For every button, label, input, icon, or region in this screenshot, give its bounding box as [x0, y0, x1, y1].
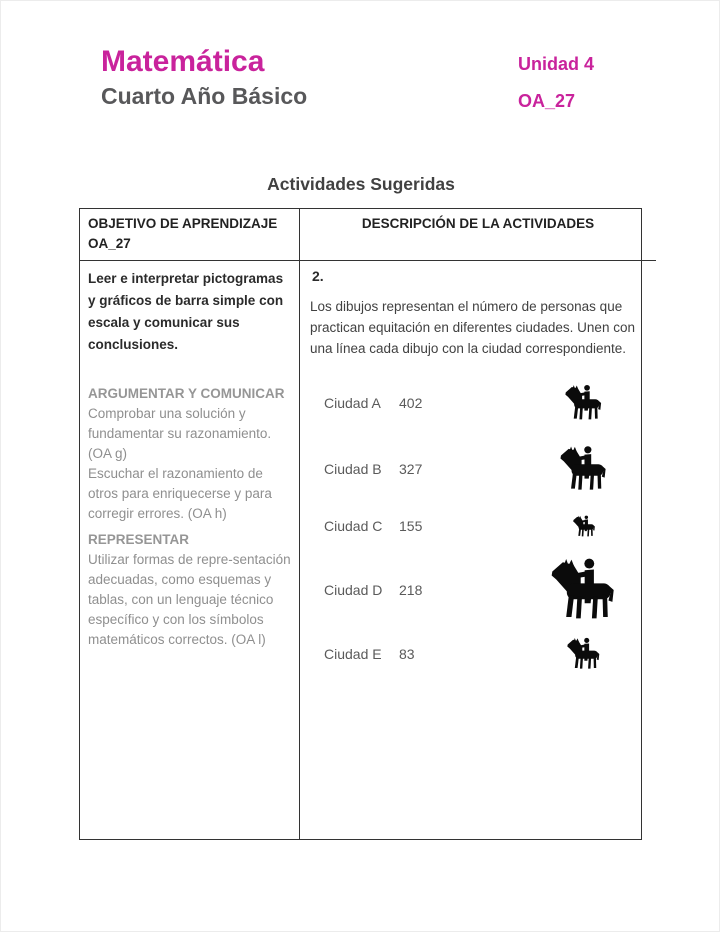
- horse-rider-icon: [536, 557, 632, 623]
- horse-rider-icon: [536, 384, 632, 422]
- city-label: Ciudad E: [324, 646, 382, 662]
- unit-block: [518, 53, 594, 112]
- city-value: 218: [399, 582, 423, 598]
- description-header-cell: [300, 209, 656, 261]
- horse-rider-icon: [536, 445, 632, 493]
- city-row: [310, 557, 646, 623]
- skill-text-oa-l: Utilizar formas de repre-sentación adecuadas, como esquemas y tablas, con un lenguaje técnico específico y con los símbolos matemáticos correctos. (OA l): [88, 552, 291, 647]
- city-value: 402: [399, 395, 423, 411]
- activity-description: Los dibujos representan el número de personas que practican equitación en diferentes ciudades. Unen con una línea cada dibujo con la ciudad correspondiente.: [310, 299, 635, 356]
- grade-subtitle: Cuarto Año Básico: [101, 83, 308, 109]
- objective-header-cell: [80, 209, 300, 261]
- description-header-label: DESCRIPCIÓN DE LA ACTIVIDADES: [361, 216, 595, 231]
- city-label: Ciudad B: [324, 461, 382, 477]
- objective-main-text: Leer e interpretar pictogramas y gráficos de barra simple con escala y comunicar sus conclusiones.: [88, 271, 284, 352]
- unit-label: Unidad 4: [518, 54, 595, 74]
- oa-code-label: OA_27: [518, 91, 576, 111]
- objective-header-line2: OA_27: [88, 236, 131, 251]
- horse-rider-icon: [536, 637, 632, 671]
- city-label: Ciudad A: [324, 395, 381, 411]
- pictogram-matching-list: [310, 383, 646, 672]
- skill-heading-argumentar: ARGUMENTAR Y COMUNICAR: [88, 386, 285, 401]
- skill-text-oa-h: Escuchar el razonamiento de otros para enriquecerse y para corregir errores. (OA h): [88, 466, 272, 521]
- objective-header-line1: OBJETIVO DE APRENDIZAJE: [88, 216, 278, 231]
- skills-block: [88, 384, 291, 650]
- objective-cell: [80, 261, 300, 839]
- brand-block: [101, 45, 307, 110]
- skill-heading-representar: REPRESENTAR: [88, 532, 190, 547]
- activities-table: [79, 208, 642, 840]
- city-label: Ciudad C: [324, 518, 383, 534]
- skill-text-oa-g: Comprobar una solución y fundamentar su razonamiento. (OA g): [88, 406, 272, 461]
- section-title: Actividades Sugeridas: [267, 174, 455, 194]
- city-label: Ciudad D: [324, 582, 383, 598]
- description-cell: [300, 261, 656, 839]
- activity-number: 2.: [312, 268, 324, 284]
- city-row: [310, 514, 646, 538]
- subject-title: Matemática: [101, 45, 265, 78]
- city-value: 155: [399, 518, 423, 534]
- city-row: [310, 445, 646, 493]
- city-value: 83: [399, 646, 415, 662]
- city-row: [310, 383, 646, 423]
- city-row: [310, 636, 646, 672]
- horse-rider-icon: [536, 515, 632, 538]
- city-value: 327: [399, 461, 423, 477]
